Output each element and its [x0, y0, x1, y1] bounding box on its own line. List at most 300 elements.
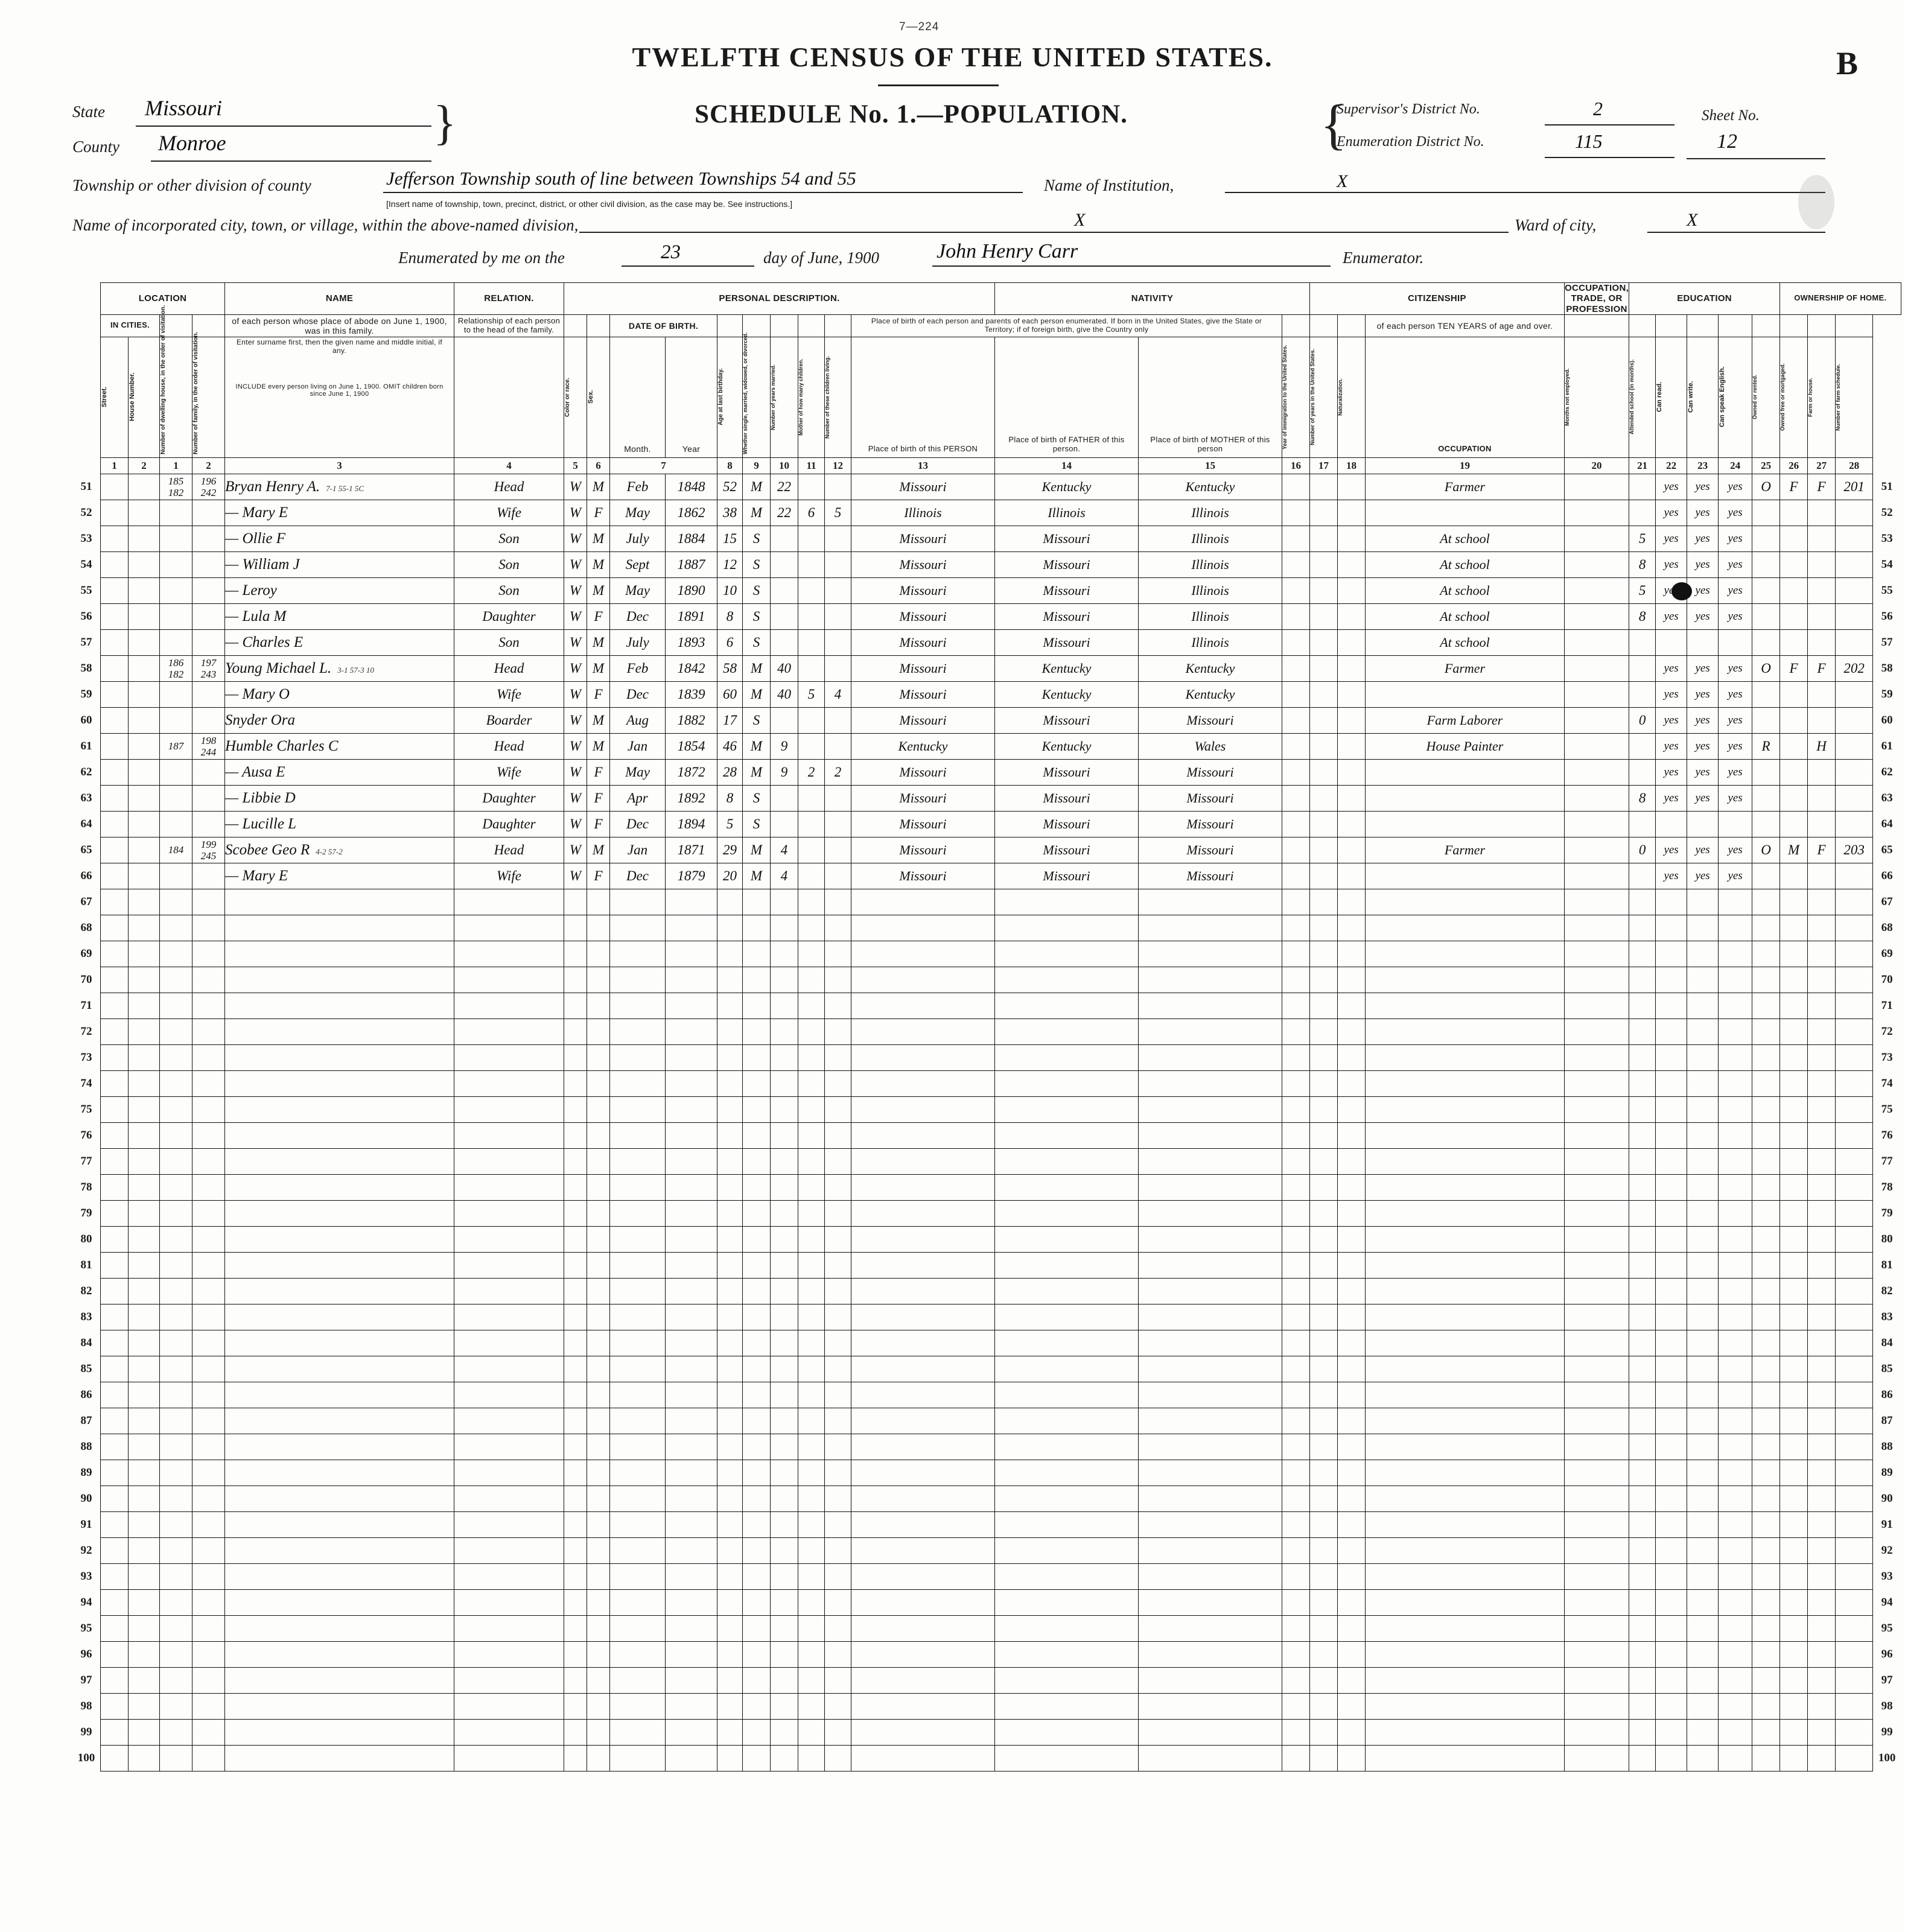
- cell-relation: [454, 1122, 564, 1148]
- cell-mother-of-children: [798, 1408, 825, 1434]
- group-name: NAME: [225, 283, 454, 315]
- cell-years-married: [771, 993, 798, 1018]
- colnum-27: 27: [1808, 457, 1836, 474]
- row-number-right: 75: [1881, 1102, 1893, 1116]
- colnum-3: 3: [225, 457, 454, 474]
- cell-children-living: [825, 811, 851, 837]
- cell-birthplace-mother: [1139, 993, 1282, 1018]
- cell-farm-or-house: [1808, 681, 1836, 707]
- cell-marital-status: [743, 1615, 771, 1641]
- cell-years-in-us: [1310, 1044, 1338, 1070]
- cell-birthplace-father: [995, 1304, 1139, 1330]
- cell-years-married: [771, 785, 798, 811]
- cell-can-write: [1687, 915, 1719, 941]
- cell-owned-or-rented: [1752, 1226, 1780, 1252]
- cell-can-speak-english: [1719, 811, 1752, 837]
- cell-owned-free-or-mortgaged: [1780, 1408, 1808, 1434]
- cell-street: [101, 733, 129, 759]
- cell-sex: M: [587, 526, 610, 551]
- colnum-19: 19: [1366, 457, 1565, 474]
- cell-attended-school: [1629, 1330, 1656, 1356]
- cell-name-annotation: 3-1 57-3 10: [337, 665, 374, 675]
- cell-house-number: [129, 941, 160, 967]
- cell-family-number: [192, 1278, 225, 1304]
- cell-person-name: [225, 1719, 454, 1745]
- cell-sex: F: [587, 759, 610, 785]
- cell-family-number: [192, 1615, 225, 1641]
- cell-dwelling-number: [160, 1408, 192, 1434]
- cell-farm-or-house: [1808, 1408, 1836, 1434]
- cell-age: [717, 1304, 743, 1330]
- row-number-left: 79: [80, 1206, 92, 1219]
- cell-can-speak-english: yes: [1719, 551, 1752, 577]
- cell-birthplace-person: [851, 1122, 995, 1148]
- cell-birth-month: [610, 915, 666, 941]
- cell-mother-of-children: [798, 967, 825, 993]
- colnum-21: 21: [1629, 457, 1656, 474]
- cell-marital-status: S: [743, 811, 771, 837]
- cell-farm-schedule-number: [1836, 915, 1873, 941]
- cell-years-married: [771, 1667, 798, 1693]
- cell-relation: [454, 1174, 564, 1200]
- cell-owned-free-or-mortgaged: [1780, 941, 1808, 967]
- cell-years-married: [771, 1304, 798, 1330]
- cell-can-write: [1687, 1537, 1719, 1563]
- cell-can-write: yes: [1687, 551, 1719, 577]
- cell-birthplace-person: [851, 1641, 995, 1667]
- cell-owned-free-or-mortgaged: [1780, 993, 1808, 1018]
- cell-birthplace-person: [851, 1356, 995, 1382]
- cell-can-read: [1656, 941, 1687, 967]
- cell-family-number: [192, 759, 225, 785]
- cell-birth-year: [666, 1304, 717, 1330]
- page-smudge: [1798, 175, 1834, 229]
- cell-dwelling-number: [160, 1226, 192, 1252]
- cell-marital-status: [743, 1382, 771, 1408]
- cell-naturalization: [1338, 681, 1366, 707]
- cell-relation: [454, 1330, 564, 1356]
- cell-house-number: [129, 1174, 160, 1200]
- cell-birthplace-mother: Kentucky: [1139, 655, 1282, 681]
- cell-owned-or-rented: [1752, 863, 1780, 889]
- cell-years-in-us: [1310, 526, 1338, 551]
- row-number-left: 95: [80, 1621, 92, 1635]
- cell-street: [101, 603, 129, 629]
- cell-farm-or-house: [1808, 1122, 1836, 1148]
- cell-children-living: [825, 577, 851, 603]
- cell-birthplace-person: Kentucky: [851, 733, 995, 759]
- cell-birthplace-mother: [1139, 1615, 1282, 1641]
- cell-sex: M: [587, 551, 610, 577]
- cell-owned-or-rented: [1752, 551, 1780, 577]
- cell-owned-free-or-mortgaged: [1780, 785, 1808, 811]
- cell-birthplace-father: [995, 1693, 1139, 1719]
- cell-house-number: [129, 1096, 160, 1122]
- cell-years-married: 9: [771, 759, 798, 785]
- cell-sex: [587, 1200, 610, 1226]
- cell-months-not-employed: [1565, 1589, 1629, 1615]
- cell-family-number: [192, 941, 225, 967]
- cell-color-race: W: [564, 863, 587, 889]
- cell-street: [101, 1667, 129, 1693]
- cell-birth-month: Sept: [610, 551, 666, 577]
- cell-birthplace-person: [851, 1589, 995, 1615]
- cell-naturalization: [1338, 474, 1366, 500]
- cell-sex: [587, 1382, 610, 1408]
- cell-owned-free-or-mortgaged: [1780, 1148, 1808, 1174]
- cell-can-write: yes: [1687, 526, 1719, 551]
- cell-house-number: [129, 1408, 160, 1434]
- cell-children-living: [825, 1096, 851, 1122]
- col-birth-year: Year: [666, 337, 717, 457]
- cell-family-number: [192, 1408, 225, 1434]
- cell-birthplace-father: [995, 1486, 1139, 1511]
- cell-birthplace-mother: [1139, 1537, 1282, 1563]
- cell-family-number: 196 242: [192, 474, 225, 500]
- cell-family-number: [192, 1511, 225, 1537]
- cell-immigration-year: [1282, 1096, 1310, 1122]
- cell-person-name: [225, 1667, 454, 1693]
- cell-can-read: yes: [1656, 759, 1687, 785]
- row-number-left: 91: [80, 1517, 92, 1531]
- cell-years-married: [771, 1589, 798, 1615]
- cell-years-in-us: [1310, 941, 1338, 967]
- cell-dwelling-number: [160, 1589, 192, 1615]
- cell-can-read: [1656, 1537, 1687, 1563]
- cell-owned-free-or-mortgaged: [1780, 1200, 1808, 1226]
- cell-house-number: [129, 1070, 160, 1096]
- cell-owned-free-or-mortgaged: [1780, 1356, 1808, 1382]
- cell-house-number: [129, 889, 160, 915]
- cell-farm-schedule-number: 203: [1836, 837, 1873, 863]
- cell-color-race: [564, 1122, 587, 1148]
- cell-can-speak-english: [1719, 1719, 1752, 1745]
- cell-years-married: [771, 1693, 798, 1719]
- cell-street: [101, 1537, 129, 1563]
- cell-years-in-us: [1310, 1589, 1338, 1615]
- cell-can-write: yes: [1687, 707, 1719, 733]
- cell-years-in-us: [1310, 1356, 1338, 1382]
- cell-owned-free-or-mortgaged: [1780, 1641, 1808, 1667]
- cell-months-not-employed: [1565, 1304, 1629, 1330]
- cell-family-number: [192, 1486, 225, 1511]
- cell-house-number: [129, 1252, 160, 1278]
- cell-children-living: [825, 1719, 851, 1745]
- cell-children-living: [825, 1174, 851, 1200]
- cell-family-number: [192, 551, 225, 577]
- cell-sex: [587, 1226, 610, 1252]
- incorporated-value: X: [1074, 210, 1086, 230]
- cell-sex: F: [587, 500, 610, 526]
- cell-years-in-us: [1310, 759, 1338, 785]
- cell-farm-schedule-number: [1836, 603, 1873, 629]
- cell-owned-free-or-mortgaged: [1780, 1537, 1808, 1563]
- cell-age: [717, 1537, 743, 1563]
- cell-occupation: [1366, 1486, 1565, 1511]
- cell-mother-of-children: 6: [798, 500, 825, 526]
- cell-marital-status: [743, 889, 771, 915]
- cell-sex: [587, 1667, 610, 1693]
- table-row: [72, 759, 1901, 785]
- cell-naturalization: [1338, 1018, 1366, 1044]
- table-row: [72, 785, 1901, 811]
- cell-occupation: [1366, 1148, 1565, 1174]
- cell-birthplace-father: [995, 1615, 1139, 1641]
- cell-can-speak-english: yes: [1719, 474, 1752, 500]
- cell-age: [717, 1278, 743, 1304]
- cell-occupation: [1366, 915, 1565, 941]
- cell-birth-month: [610, 1174, 666, 1200]
- cell-farm-schedule-number: [1836, 1486, 1873, 1511]
- cell-years-married: [771, 967, 798, 993]
- cell-years-in-us: [1310, 1096, 1338, 1122]
- cell-naturalization: [1338, 1356, 1366, 1382]
- cell-birth-month: [610, 1693, 666, 1719]
- cell-birthplace-mother: [1139, 1070, 1282, 1096]
- cell-attended-school: [1629, 1408, 1656, 1434]
- cell-mother-of-children: [798, 655, 825, 681]
- cell-relation: [454, 1563, 564, 1589]
- cell-farm-or-house: [1808, 967, 1836, 993]
- cell-children-living: [825, 707, 851, 733]
- cell-family-number: [192, 863, 225, 889]
- cell-immigration-year: [1282, 1563, 1310, 1589]
- cell-relation: Wife: [454, 500, 564, 526]
- cell-years-in-us: [1310, 733, 1338, 759]
- cell-birth-month: [610, 1096, 666, 1122]
- row-number-right: 79: [1881, 1206, 1893, 1219]
- cell-can-read: [1656, 1200, 1687, 1226]
- cell-mother-of-children: [798, 1304, 825, 1330]
- row-number-right: 66: [1881, 869, 1893, 882]
- cell-house-number: [129, 1615, 160, 1641]
- colnum-16: 16: [1282, 457, 1310, 474]
- cell-color-race: [564, 1563, 587, 1589]
- cell-birthplace-mother: [1139, 1122, 1282, 1148]
- cell-street: [101, 967, 129, 993]
- row-number-right: 51: [1881, 480, 1893, 493]
- cell-house-number: [129, 1719, 160, 1745]
- cell-farm-schedule-number: [1836, 1330, 1873, 1356]
- row-number-left: 77: [80, 1154, 92, 1168]
- cell-can-speak-english: [1719, 993, 1752, 1018]
- cell-sex: [587, 993, 610, 1018]
- row-number-right: 61: [1881, 739, 1893, 752]
- cell-can-speak-english: [1719, 1667, 1752, 1693]
- cell-street: [101, 577, 129, 603]
- cell-color-race: W: [564, 551, 587, 577]
- cell-birthplace-mother: Wales: [1139, 733, 1282, 759]
- cell-owned-or-rented: [1752, 785, 1780, 811]
- cell-dwelling-number: [160, 707, 192, 733]
- district-brace: {: [1320, 94, 1347, 155]
- cell-color-race: W: [564, 707, 587, 733]
- cell-farm-or-house: [1808, 1200, 1836, 1226]
- cell-years-in-us: [1310, 1382, 1338, 1408]
- cell-years-married: [771, 1148, 798, 1174]
- cell-can-speak-english: yes: [1719, 603, 1752, 629]
- cell-farm-or-house: [1808, 1174, 1836, 1200]
- cell-street: [101, 500, 129, 526]
- cell-can-speak-english: [1719, 1382, 1752, 1408]
- cell-mother-of-children: [798, 1200, 825, 1226]
- cell-age: [717, 1641, 743, 1667]
- cell-person-name: [225, 967, 454, 993]
- cell-owned-or-rented: [1752, 1382, 1780, 1408]
- cell-immigration-year: [1282, 1408, 1310, 1434]
- location-brace: }: [433, 97, 457, 150]
- cell-birth-month: Jan: [610, 733, 666, 759]
- cell-farm-schedule-number: [1836, 993, 1873, 1018]
- cell-age: 38: [717, 500, 743, 526]
- cell-farm-schedule-number: [1836, 1070, 1873, 1096]
- cell-years-married: [771, 1330, 798, 1356]
- cell-attended-school: [1629, 1226, 1656, 1252]
- cell-birthplace-person: [851, 1719, 995, 1745]
- table-row: [72, 1615, 1901, 1641]
- cell-naturalization: [1338, 1096, 1366, 1122]
- cell-sex: [587, 1070, 610, 1096]
- cell-naturalization: [1338, 1070, 1366, 1096]
- group-relation: RELATION.: [454, 283, 564, 315]
- cell-can-speak-english: [1719, 967, 1752, 993]
- cell-birthplace-mother: Missouri: [1139, 863, 1282, 889]
- cell-years-in-us: [1310, 1278, 1338, 1304]
- cell-birth-year: [666, 1641, 717, 1667]
- cell-street: [101, 629, 129, 655]
- cell-marital-status: [743, 1252, 771, 1278]
- cell-birthplace-father: [995, 889, 1139, 915]
- cell-can-speak-english: [1719, 941, 1752, 967]
- sheet-line: [1687, 158, 1825, 159]
- cell-owned-or-rented: [1752, 629, 1780, 655]
- row-number-right: 52: [1881, 506, 1893, 519]
- cell-can-write: [1687, 1252, 1719, 1278]
- cell-farm-schedule-number: [1836, 863, 1873, 889]
- cell-farm-or-house: [1808, 629, 1836, 655]
- cell-dwelling-number: [160, 681, 192, 707]
- cell-occupation: [1366, 889, 1565, 915]
- row-number-right: 94: [1881, 1595, 1893, 1609]
- cell-family-number: [192, 1174, 225, 1200]
- cell-mother-of-children: [798, 1563, 825, 1589]
- table-row: [72, 577, 1901, 603]
- cell-person-name: — Ausa E: [225, 759, 454, 785]
- cell-owned-or-rented: [1752, 1537, 1780, 1563]
- cell-immigration-year: [1282, 837, 1310, 863]
- cell-owned-free-or-mortgaged: [1780, 500, 1808, 526]
- cell-relation: [454, 889, 564, 915]
- cell-color-race: [564, 1589, 587, 1615]
- cell-family-number: [192, 1460, 225, 1486]
- col-sex: Sex.: [587, 390, 594, 404]
- cell-relation: [454, 1070, 564, 1096]
- cell-farm-or-house: [1808, 1693, 1836, 1719]
- cell-birth-month: [610, 889, 666, 915]
- cell-farm-schedule-number: [1836, 1304, 1873, 1330]
- cell-naturalization: [1338, 1330, 1366, 1356]
- cell-immigration-year: [1282, 1226, 1310, 1252]
- cell-immigration-year: [1282, 1511, 1310, 1537]
- cell-months-not-employed: [1565, 1408, 1629, 1434]
- cell-sex: [587, 967, 610, 993]
- name-description: of each person whose place of abode on June 1, 1900, was in this family.: [225, 314, 454, 337]
- colnum-23: 23: [1687, 457, 1719, 474]
- cell-birth-month: [610, 1589, 666, 1615]
- cell-marital-status: [743, 1148, 771, 1174]
- cell-years-in-us: [1310, 915, 1338, 941]
- col-house-number: House Number.: [129, 373, 136, 422]
- cell-months-not-employed: [1565, 1252, 1629, 1278]
- cell-attended-school: [1629, 1096, 1656, 1122]
- cell-immigration-year: [1282, 1434, 1310, 1460]
- row-number-right: 68: [1881, 921, 1893, 934]
- cell-farm-schedule-number: [1836, 1018, 1873, 1044]
- cell-dwelling-number: [160, 1719, 192, 1745]
- cell-months-not-employed: [1565, 837, 1629, 863]
- table-row: [72, 1719, 1901, 1745]
- cell-can-read: yes: [1656, 733, 1687, 759]
- cell-occupation: Farm Laborer: [1366, 707, 1565, 733]
- cell-months-not-employed: [1565, 1667, 1629, 1693]
- cell-age: 20: [717, 863, 743, 889]
- cell-birth-year: [666, 1278, 717, 1304]
- cell-years-in-us: [1310, 1719, 1338, 1745]
- cell-occupation: [1366, 967, 1565, 993]
- cell-years-in-us: [1310, 1486, 1338, 1511]
- cell-age: 60: [717, 681, 743, 707]
- cell-years-married: [771, 551, 798, 577]
- cell-owned-or-rented: O: [1752, 474, 1780, 500]
- cell-person-name: [225, 1226, 454, 1252]
- cell-birthplace-mother: [1139, 1589, 1282, 1615]
- cell-relation: Son: [454, 551, 564, 577]
- table-row: [72, 1226, 1901, 1252]
- cell-mother-of-children: [798, 811, 825, 837]
- cell-immigration-year: [1282, 785, 1310, 811]
- cell-street: [101, 655, 129, 681]
- cell-occupation: [1366, 1018, 1565, 1044]
- location-in-cities: IN CITIES.: [101, 314, 160, 337]
- cell-sex: [587, 1486, 610, 1511]
- cell-attended-school: [1629, 863, 1656, 889]
- cell-immigration-year: [1282, 1330, 1310, 1356]
- colnum-7: 7: [610, 457, 717, 474]
- cell-occupation: [1366, 1330, 1565, 1356]
- cell-birthplace-mother: Illinois: [1139, 551, 1282, 577]
- cell-naturalization: [1338, 1434, 1366, 1460]
- cell-street: [101, 837, 129, 863]
- cell-farm-schedule-number: [1836, 1434, 1873, 1460]
- cell-owned-or-rented: [1752, 1122, 1780, 1148]
- cell-birthplace-father: [995, 1148, 1139, 1174]
- cell-birth-month: [610, 1252, 666, 1278]
- cell-can-read: [1656, 1226, 1687, 1252]
- cell-years-married: [771, 1200, 798, 1226]
- cell-birthplace-father: Missouri: [995, 629, 1139, 655]
- cell-dwelling-number: [160, 1382, 192, 1408]
- cell-children-living: [825, 1226, 851, 1252]
- cell-mother-of-children: [798, 1615, 825, 1641]
- cell-age: 12: [717, 551, 743, 577]
- cell-birthplace-father: [995, 1434, 1139, 1460]
- cell-children-living: [825, 967, 851, 993]
- cell-naturalization: [1338, 1667, 1366, 1693]
- cell-birthplace-person: [851, 1745, 995, 1771]
- cell-naturalization: [1338, 993, 1366, 1018]
- cell-birth-month: [610, 1641, 666, 1667]
- cell-can-read: [1656, 889, 1687, 915]
